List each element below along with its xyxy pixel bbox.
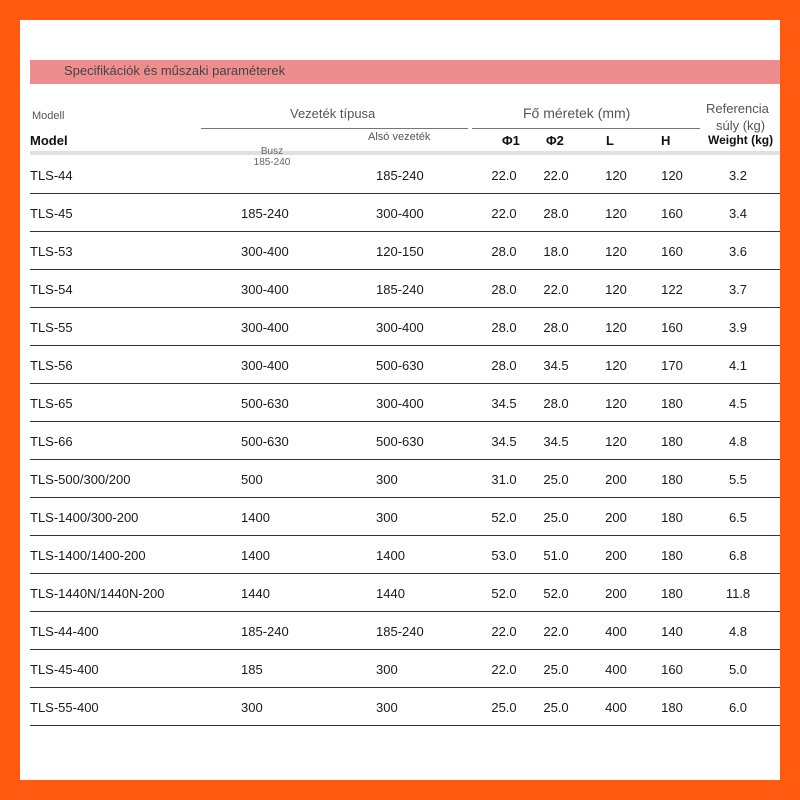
busz-cell: 1400 — [241, 548, 270, 563]
table-row — [30, 232, 780, 270]
also-vezetek-cell: 500-630 — [376, 434, 424, 449]
weight-cell: 3.6 — [728, 244, 748, 259]
weight-cell: 11.8 — [725, 586, 751, 601]
busz-label: Busz — [260, 146, 284, 157]
phi2-cell: 22.0 — [543, 624, 569, 639]
header-phi1: Φ1 — [502, 133, 520, 148]
also-vezetek-cell: 300-400 — [376, 206, 424, 221]
main-dims-underline — [472, 128, 700, 129]
table-row — [30, 498, 780, 536]
header-l: L — [606, 133, 614, 148]
l-cell: 120 — [605, 244, 627, 259]
busz-cell: 300-400 — [241, 244, 289, 259]
table-row — [30, 422, 780, 460]
busz-cell: 300-400 — [241, 358, 289, 373]
model-cell: TLS-54 — [30, 282, 73, 297]
h-cell: 180 — [661, 510, 683, 525]
table-row — [30, 346, 780, 384]
busz-cell: 500 — [241, 472, 263, 487]
also-vezetek-cell: 120-150 — [376, 244, 424, 259]
model-cell: TLS-44 — [30, 168, 73, 183]
phi1-cell: 22.0 — [491, 206, 517, 221]
also-vezetek-cell: 185-240 — [376, 282, 424, 297]
header-weight-local-1: Referencia — [706, 101, 769, 116]
weight-cell: 4.8 — [728, 434, 748, 449]
h-cell: 140 — [661, 624, 683, 639]
model-cell: TLS-1400/1400-200 — [30, 548, 146, 563]
phi1-cell: 53.0 — [491, 548, 517, 563]
phi1-cell: 52.0 — [491, 586, 517, 601]
also-vezetek-cell: 500-630 — [376, 358, 424, 373]
header-wire-type: Vezeték típusa — [290, 106, 376, 121]
model-cell: TLS-55 — [30, 320, 73, 335]
l-cell: 120 — [605, 434, 627, 449]
weight-cell: 5.5 — [728, 472, 748, 487]
title-banner — [30, 60, 780, 84]
busz-cell: 1440 — [241, 586, 270, 601]
busz-cell: 185-240 — [241, 206, 289, 221]
weight-cell: 4.8 — [728, 624, 748, 639]
phi1-cell: 52.0 — [491, 510, 517, 525]
spec-sheet — [20, 20, 780, 780]
busz-cell: 500-630 — [241, 434, 289, 449]
phi1-cell: 34.5 — [491, 396, 517, 411]
also-vezetek-cell: 300-400 — [376, 396, 424, 411]
h-cell: 180 — [661, 700, 683, 715]
busz-cell: 300-400 — [241, 320, 289, 335]
busz-cell: 185-240 — [241, 624, 289, 639]
weight-cell: 3.2 — [728, 168, 748, 183]
model-cell: TLS-66 — [30, 434, 73, 449]
header-main-dims: Fő méretek (mm) — [523, 105, 631, 121]
also-vezetek-cell: 185-240 — [376, 168, 424, 183]
table-row — [30, 156, 780, 194]
also-vezetek-cell: 185-240 — [376, 624, 424, 639]
table-row — [30, 384, 780, 422]
busz-cell: 500-630 — [241, 396, 289, 411]
busz-value: 185-240 — [253, 157, 291, 168]
wire-type-underline — [201, 128, 468, 129]
phi2-cell: 34.5 — [543, 358, 569, 373]
h-cell: 160 — [661, 244, 683, 259]
table-row — [30, 688, 780, 726]
phi1-cell: 28.0 — [491, 358, 517, 373]
weight-cell: 4.1 — [728, 358, 748, 373]
l-cell: 120 — [605, 206, 627, 221]
also-vezetek-cell: 300 — [376, 662, 398, 677]
l-cell: 200 — [605, 586, 627, 601]
header-also-vezetek: Alsó vezeték — [368, 131, 431, 143]
phi1-cell: 25.0 — [491, 700, 517, 715]
also-vezetek-cell: 1400 — [376, 548, 405, 563]
h-cell: 180 — [661, 586, 683, 601]
busz-cell: 185 — [241, 662, 263, 677]
phi1-cell: 28.0 — [491, 244, 517, 259]
h-cell: 180 — [661, 548, 683, 563]
table-row — [30, 460, 780, 498]
header-weight-en: Weight (kg) — [708, 133, 774, 147]
phi2-cell: 25.0 — [543, 662, 569, 677]
model-cell: TLS-44-400 — [30, 624, 99, 639]
model-cell: TLS-53 — [30, 244, 73, 259]
l-cell: 120 — [605, 358, 627, 373]
header-h: H — [661, 133, 671, 148]
l-cell: 200 — [605, 472, 627, 487]
h-cell: 160 — [661, 206, 683, 221]
table-row — [30, 536, 780, 574]
model-cell: TLS-45-400 — [30, 662, 99, 677]
phi2-cell: 22.0 — [543, 282, 569, 297]
banner-title: Specifikációk és műszaki paraméterek — [64, 63, 286, 78]
phi2-cell: 34.5 — [543, 434, 569, 449]
phi2-cell: 22.0 — [543, 168, 569, 183]
model-cell: TLS-55-400 — [30, 700, 99, 715]
weight-cell: 6.8 — [728, 548, 748, 563]
l-cell: 120 — [605, 168, 627, 183]
model-cell: TLS-1440N/1440N-200 — [30, 586, 165, 601]
h-cell: 180 — [661, 472, 683, 487]
model-cell: TLS-45 — [30, 206, 73, 221]
weight-cell: 4.5 — [728, 396, 748, 411]
table-row — [30, 270, 780, 308]
phi2-cell: 28.0 — [543, 396, 569, 411]
also-vezetek-cell: 300 — [376, 472, 398, 487]
h-cell: 122 — [661, 282, 683, 297]
busz-cell: 300 — [241, 700, 263, 715]
table-row — [30, 574, 780, 612]
l-cell: 400 — [605, 662, 627, 677]
phi1-cell: 22.0 — [491, 662, 517, 677]
l-cell: 120 — [605, 320, 627, 335]
phi1-cell: 22.0 — [491, 168, 517, 183]
h-cell: 120 — [661, 168, 683, 183]
weight-cell: 5.0 — [728, 662, 748, 677]
weight-cell: 3.4 — [728, 206, 748, 221]
phi1-cell: 31.0 — [491, 472, 517, 487]
also-vezetek-cell: 300 — [376, 700, 398, 715]
row-divider — [30, 725, 780, 726]
l-cell: 200 — [605, 510, 627, 525]
also-vezetek-cell: 1440 — [376, 586, 405, 601]
h-cell: 160 — [661, 320, 683, 335]
l-cell: 200 — [605, 548, 627, 563]
phi1-cell: 34.5 — [491, 434, 517, 449]
table-row — [30, 308, 780, 346]
phi2-cell: 25.0 — [543, 510, 569, 525]
phi2-cell: 28.0 — [543, 206, 569, 221]
header-weight-local-2: súly (kg) — [716, 118, 766, 133]
model-cell: TLS-65 — [30, 396, 73, 411]
busz-cell: 300-400 — [241, 282, 289, 297]
weight-cell: 6.0 — [728, 700, 748, 715]
l-cell: 400 — [605, 700, 627, 715]
h-cell: 170 — [661, 358, 683, 373]
model-cell: TLS-56 — [30, 358, 73, 373]
table-row — [30, 612, 780, 650]
weight-cell: 3.7 — [728, 282, 748, 297]
l-cell: 120 — [605, 396, 627, 411]
phi1-cell: 28.0 — [491, 320, 517, 335]
weight-cell: 3.9 — [728, 320, 748, 335]
weight-cell: 6.5 — [728, 510, 748, 525]
l-cell: 120 — [605, 282, 627, 297]
l-cell: 400 — [605, 624, 627, 639]
phi1-cell: 22.0 — [491, 624, 517, 639]
phi2-cell: 25.0 — [543, 700, 569, 715]
header-phi2: Φ2 — [546, 133, 564, 148]
model-cell: TLS-1400/300-200 — [30, 510, 139, 525]
model-cell: TLS-500/300/200 — [30, 472, 131, 487]
phi2-cell: 52.0 — [543, 586, 569, 601]
phi2-cell: 25.0 — [543, 472, 569, 487]
also-vezetek-cell: 300-400 — [376, 320, 424, 335]
busz-cell: 1400 — [241, 510, 270, 525]
phi1-cell: 28.0 — [491, 282, 517, 297]
h-cell: 180 — [661, 434, 683, 449]
also-vezetek-cell: 300 — [376, 510, 398, 525]
header-model-en: Model — [30, 133, 68, 148]
phi2-cell: 51.0 — [543, 548, 569, 563]
header-separator — [30, 151, 780, 155]
phi2-cell: 18.0 — [543, 244, 569, 259]
h-cell: 180 — [661, 396, 683, 411]
phi2-cell: 28.0 — [543, 320, 569, 335]
h-cell: 160 — [661, 662, 683, 677]
table-row — [30, 194, 780, 232]
header-model-local: Modell — [32, 110, 65, 122]
table-row — [30, 650, 780, 688]
